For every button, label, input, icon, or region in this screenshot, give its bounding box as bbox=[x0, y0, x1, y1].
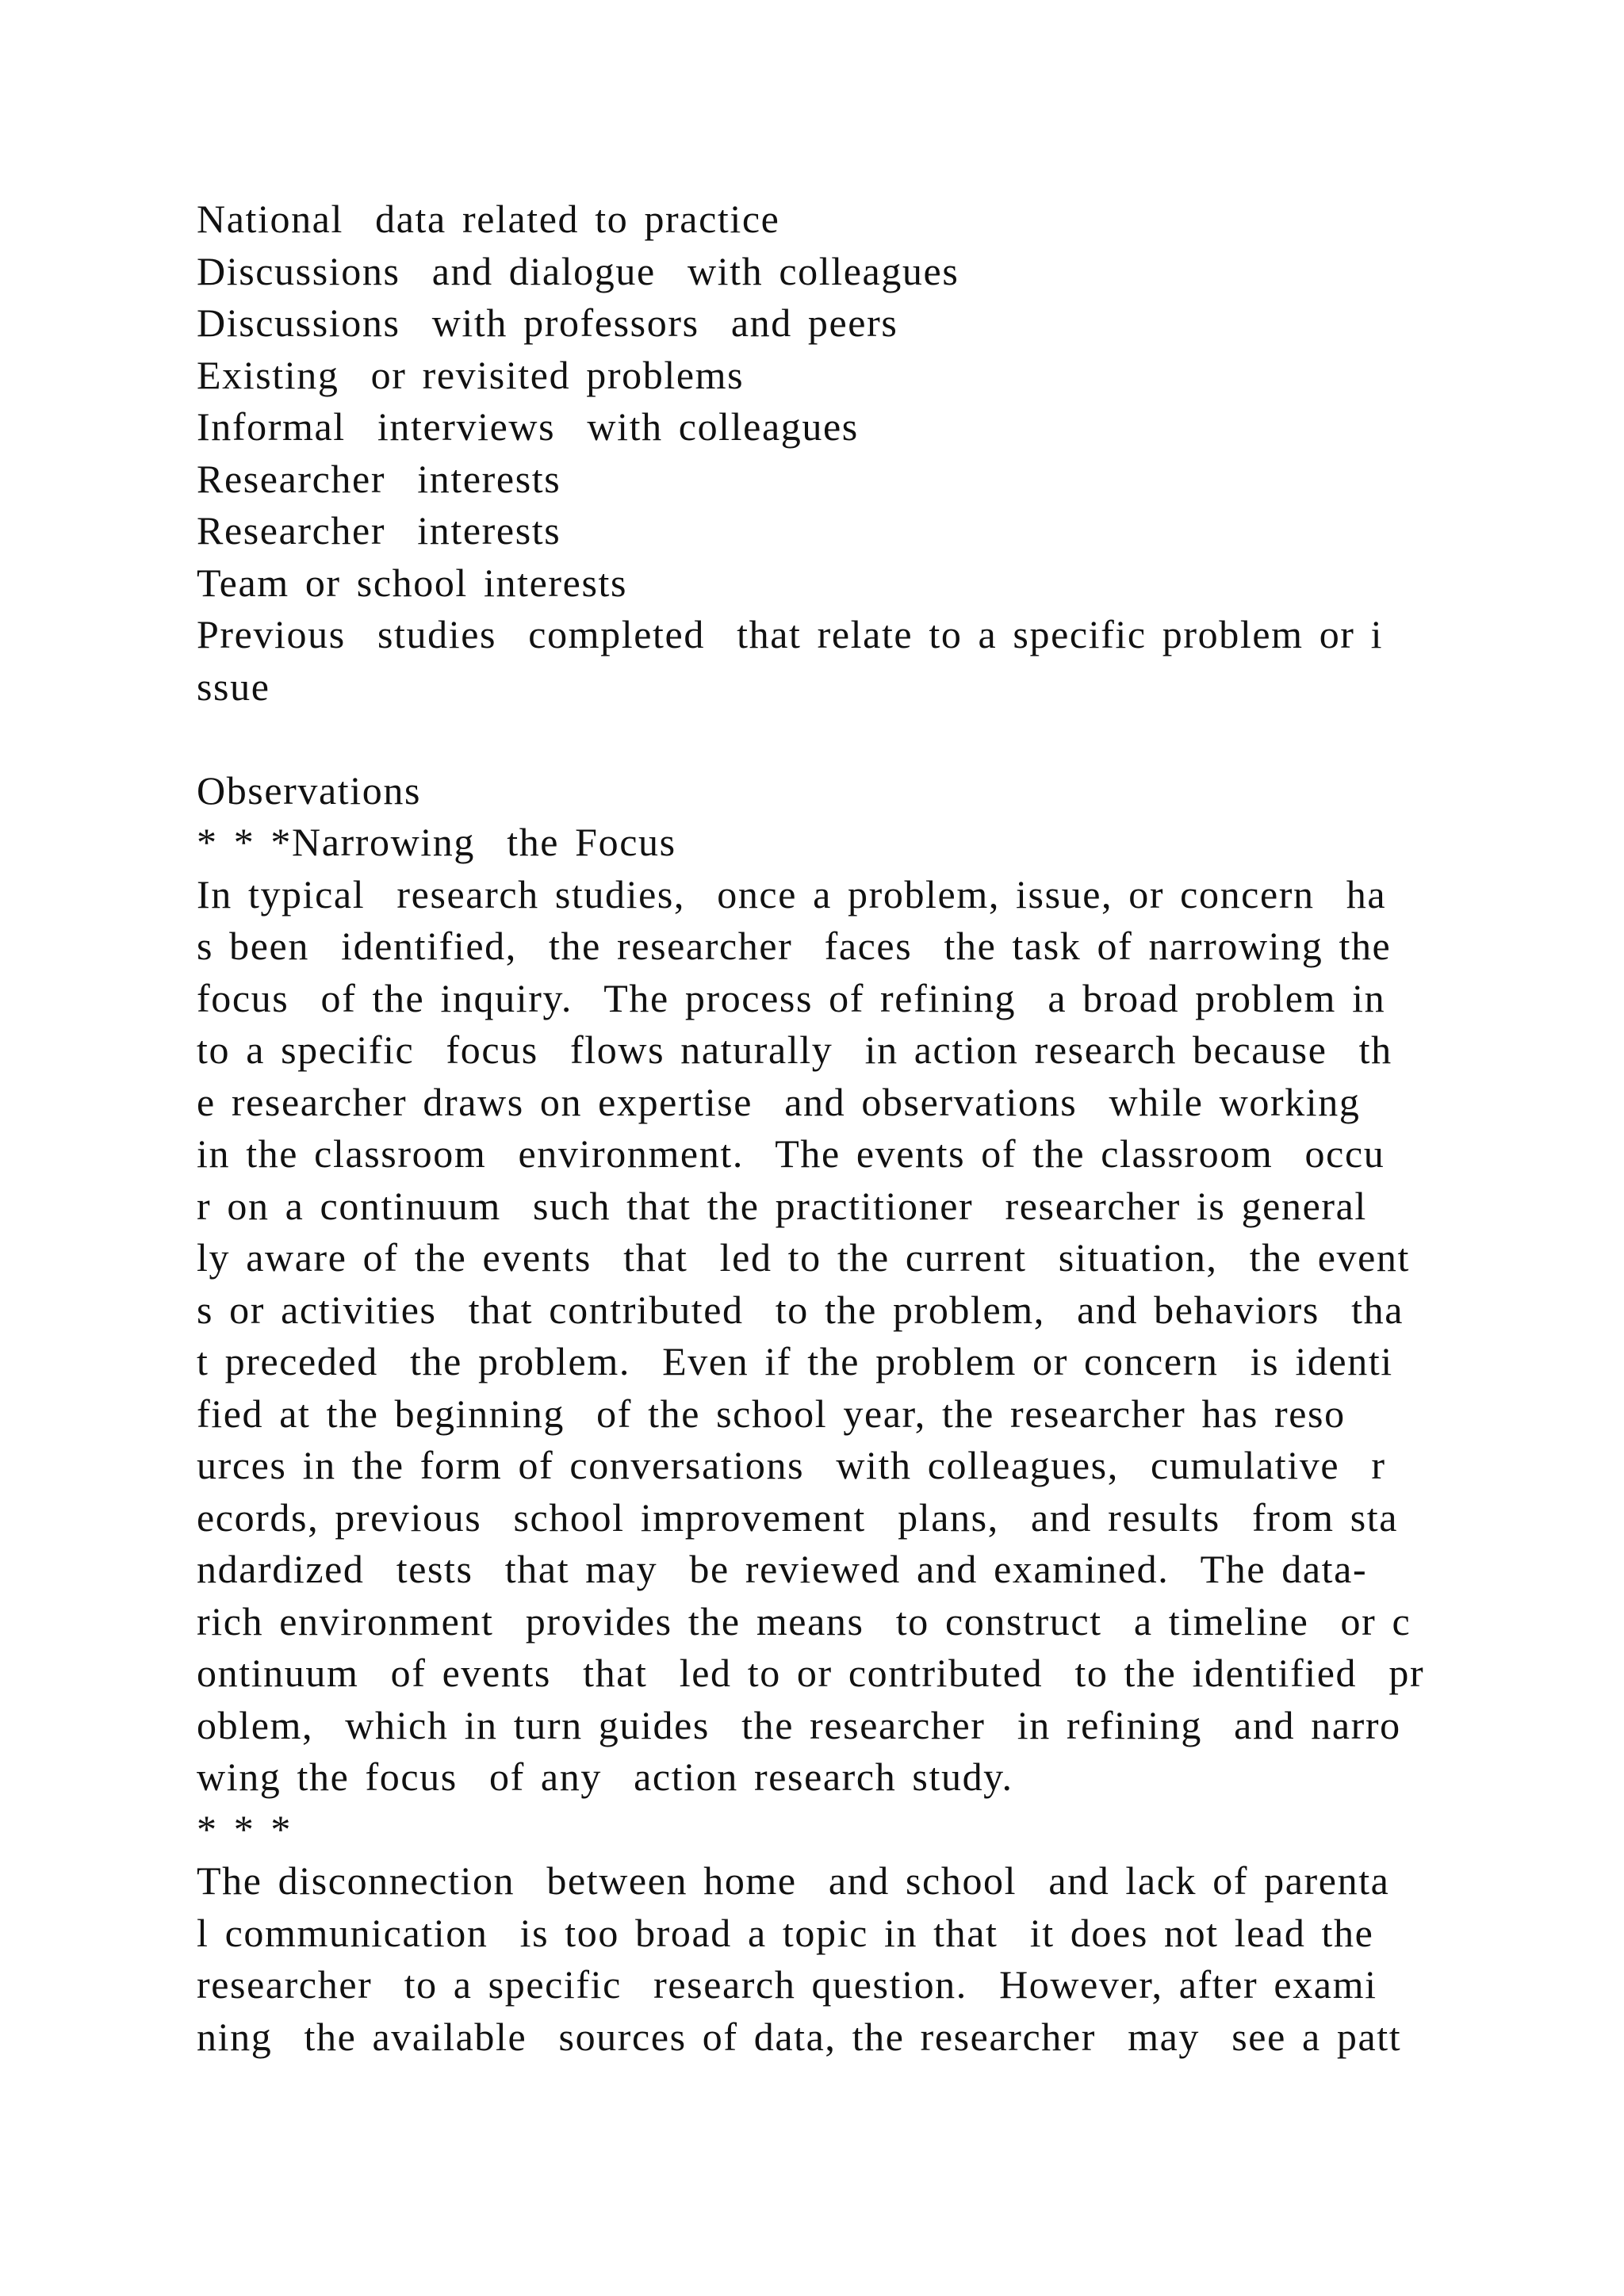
text-line: focus of the inquiry. The process of refining a broad problem in bbox=[197, 975, 1386, 1020]
text-line: ndardized tests that may be reviewed and examined. The data- bbox=[197, 1547, 1368, 1591]
text-line: fied at the beginning of the school year, the researcher has reso bbox=[197, 1391, 1346, 1436]
text-line: wing the focus of any action research study. bbox=[197, 1755, 1013, 1799]
text-line: to a specific focus flows naturally in action research because th bbox=[197, 1027, 1392, 1072]
text-line: t preceded the problem. Even if the problem or concern is identi bbox=[197, 1339, 1393, 1383]
text-line: Existing or revisited problems bbox=[197, 352, 745, 397]
section-heading: * * *Narrowing the Focus bbox=[197, 820, 676, 864]
section-separator: * * * bbox=[197, 1806, 292, 1851]
text-line: rich environment provides the means to construct a timeline or c bbox=[197, 1598, 1411, 1644]
text-line: in the classroom environment. The events of the classroom occu bbox=[197, 1131, 1385, 1176]
text-line: Researcher interests bbox=[197, 508, 561, 553]
document-body bbox=[197, 193, 1450, 2063]
text-line: s or activities that contributed to the problem, and behaviors tha bbox=[197, 1287, 1404, 1332]
text-line: ecords, previous school improvement plans, and results from sta bbox=[197, 1494, 1399, 1540]
text-line: s been identified, the researcher faces the task of narrowing the bbox=[197, 924, 1392, 968]
text-line: Previous studies completed that relate to a specific problem or i bbox=[197, 612, 1384, 656]
text-line: urces in the form of conversations with colleagues, cumulative r bbox=[197, 1443, 1386, 1487]
text-line: r on a continuum such that the practitioner researcher is general bbox=[197, 1183, 1367, 1228]
text-line: Discussions with professors and peers bbox=[197, 300, 898, 345]
text-line: ssue bbox=[197, 664, 270, 709]
text-line: oblem, which in turn guides the researcher in refining and narro bbox=[197, 1702, 1401, 1747]
text-line: researcher to a specific research question. However, after exami bbox=[197, 1962, 1377, 2007]
text-line: Researcher interests bbox=[197, 456, 561, 501]
text-line: In typical research studies, once a problem, issue, or concern ha bbox=[197, 871, 1387, 916]
blank-line bbox=[197, 713, 1450, 765]
text-line: The disconnection between home and school and lack of parenta bbox=[197, 1858, 1390, 1903]
text-line: e researcher draws on expertise and observations while working bbox=[197, 1079, 1361, 1124]
text-line: Informal interviews with colleagues bbox=[197, 404, 859, 449]
text-line: National data related to practice bbox=[197, 197, 780, 241]
text-line: Discussions and dialogue with colleagues bbox=[197, 248, 959, 293]
text-line: ly aware of the events that led to the current situation, the event bbox=[197, 1235, 1410, 1280]
text-line: l communication is too broad a topic in that it does not lead the bbox=[197, 1910, 1374, 1955]
text-line: ontinuum of events that led to or contributed to the identified pr bbox=[197, 1651, 1425, 1695]
text-line: ning the available sources of data, the researcher may see a patt bbox=[197, 2014, 1402, 2059]
section-heading: Observations bbox=[197, 767, 422, 813]
text-line: Team or school interests bbox=[197, 560, 628, 605]
